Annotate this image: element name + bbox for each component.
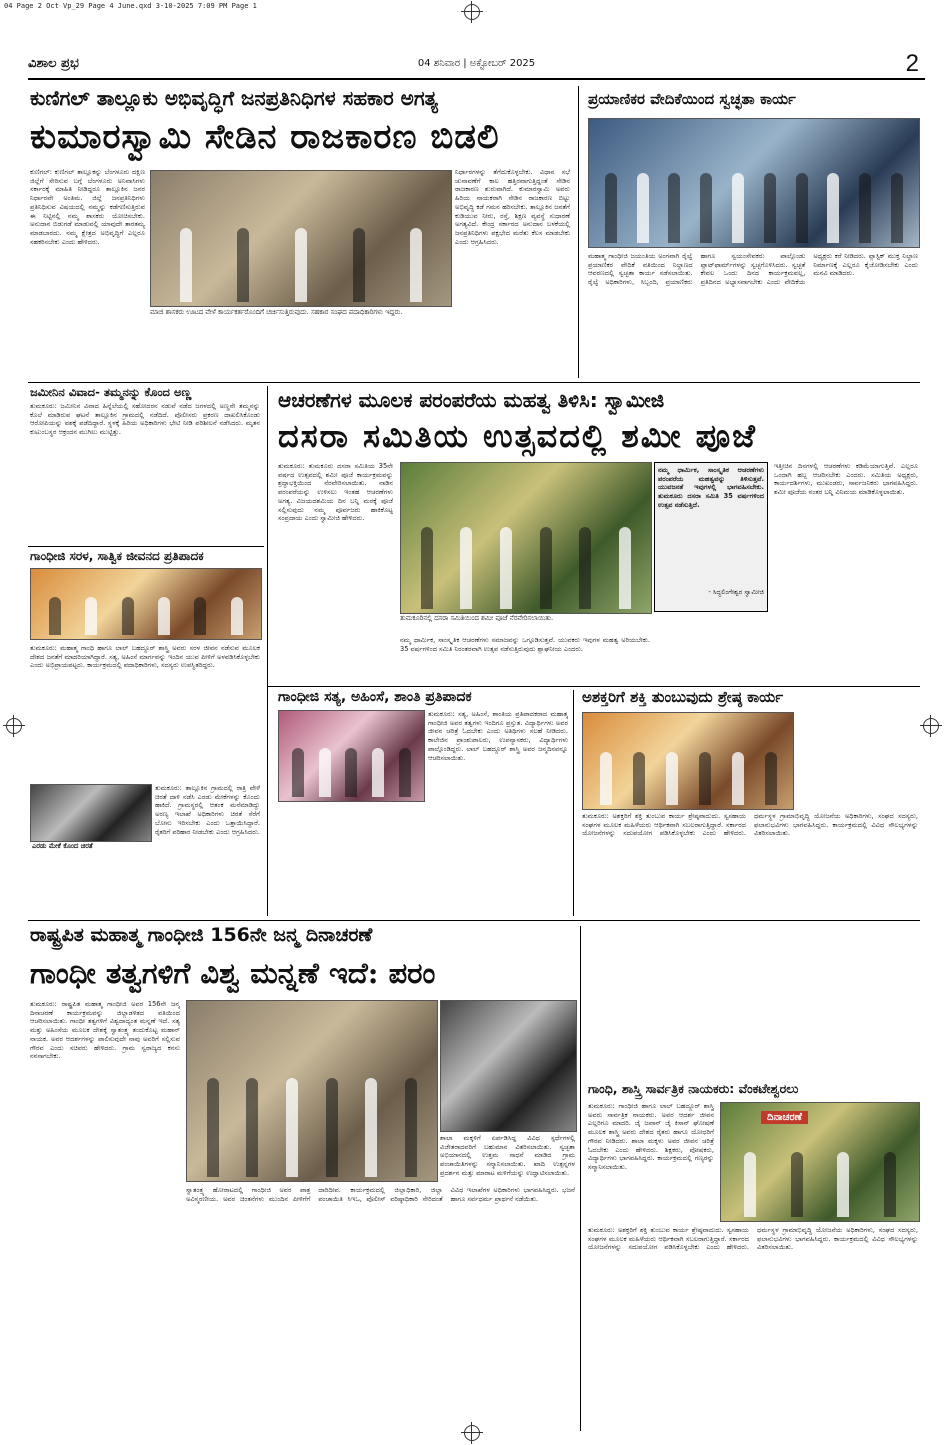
story4-photo	[30, 568, 262, 640]
section-rule	[28, 920, 920, 921]
story6-body-right: ಇತ್ತೀಚಿನ ದಿನಗಳಲ್ಲಿ ಆಚರಣೆಗಳು ಕಡಿಮೆಯಾಗುತ್ತಿವೆ. ಎಲ್ಲರೂ ಒಂದಾಗಿ ಹಬ್ಬ ಆಚರಿಸಬೇಕು ಎಂದರು. ಸಮಿತಿಯ ಅಧ್ಯಕ್ಷರು, ಕಾರ್ಯದರ್ಶಿಗಳು, ಮುಖಂಡರು, ಸಾರ್ವಜನಿಕರು ಭಾಗವಹಿಸಿದ್ದರು. ಶಮೀ ಪೂಜೆಯ ನಂತರ ಬನ್ನಿ ವಿನಿಮಯ ಮಾಡಿಕೊಳ್ಳಲಾಯಿತು.	[774, 462, 918, 497]
story6-body-left: ತುಮಕೂರು: ತುಮಕೂರು ದಸರಾ ಸಮಿತಿಯ 35ನೇ ವರ್ಷದ ಉತ್ಸವದಲ್ಲಿ ಶಮೀ ಪೂಜೆ ಕಾರ್ಯಕ್ರಮವನ್ನು ಶ್ರದ್ಧಾಭಕ್ತಿಯಿಂದ ನೆರವೇರಿಸಲಾಯಿತು. ನಾಡಿನ ಪರಂಪರೆಯನ್ನು ಉಳಿಸಲು ಇಂತಹ ಆಚರಣೆಗಳು ಅಗತ್ಯ. ವಿಜಯದಶಮಿಯ ದಿನ ಬನ್ನಿ ಮರಕ್ಕೆ ಪೂಜೆ ಸಲ್ಲಿಸುವುದು ನಮ್ಮ ಪೂರ್ವಜರು ಹಾಕಿಕೊಟ್ಟ ಸಂಪ್ರದಾಯ ಎಂದು ಸ್ವಾಮೀಜಿ ಹೇಳಿದರು.	[278, 462, 393, 523]
masthead: ವಿಶಾಲ ಪ್ರಭ	[28, 56, 79, 71]
story10-kicker: ಗಾಂಧಿ, ಶಾಸ್ತ್ರಿ ಸಾರ್ವತ್ರಿಕ ನಾಯಕರು: ವೆಂಕಟೇಶ್ವರಲು	[588, 1081, 799, 1096]
story6-quote-attribution: - ಸಿದ್ಧಲಿಂಗೇಶ್ವರ ಸ್ವಾಮೀಜಿ	[708, 588, 764, 596]
story2-photo	[588, 118, 920, 248]
story7-photo	[278, 710, 425, 802]
story1-body-right: ನಿರ್ಧಾರಗಳನ್ನು ತೆಗೆದುಕೊಳ್ಳಬೇಕು. ವಿಧಾನ ಸಭೆ ಚುನಾವಣೆಗೆ ಕಾಲ ಹತ್ತಿರವಾಗುತ್ತಿದ್ದಂತೆ ಸೇಡಿನ ರಾಜಕಾರಣ ಶುರುವಾಗಿದೆ. ಕುಮಾರಸ್ವಾಮಿ ಅವರು ಹಿರಿಯ ನಾಯಕರಾಗಿ ಸೇಡಿನ ರಾಜಕಾರಣ ಬಿಟ್ಟು ಅಭಿವೃದ್ಧಿ ಕಡೆ ಗಮನ ಹರಿಸಬೇಕು. ತಾಲ್ಲೂಕಿನ ಜನತೆಗೆ ಕುಡಿಯುವ ನೀರು, ರಸ್ತೆ, ಶಿಕ್ಷಣ ವ್ಯವಸ್ಥೆ ಸುಧಾರಣೆ ಅಗತ್ಯವಿದೆ. ಕೇಂದ್ರ ಸರ್ಕಾರದ ಅನುದಾನ ಬಳಕೆಯಲ್ಲಿ ಜನಪ್ರತಿನಿಧಿಗಳು ಪಕ್ಷಭೇದ ಮರೆತು ಕೆಲಸ ಮಾಡಬೇಕು ಎಂದು ಆಗ್ರಹಿಸಿದರು.	[455, 168, 570, 246]
story4-body: ತುಮಕೂರು: ಮಹಾತ್ಮ ಗಾಂಧಿ ಹಾಗೂ ಲಾಲ್ ಬಹದ್ದೂರ್ ಶಾಸ್ತ್ರಿ ಅವರು ಸರಳ ಜೀವನ ನಡೆಸುವ ಮೂಲಕ ದೇಶದ ಜನತೆಗೆ ಮಾದರಿಯಾಗಿದ್ದಾರೆ. ಸತ್ಯ, ಅಹಿಂಸೆ ಮಾರ್ಗವನ್ನು ಇಂದಿನ ಯುವ ಪೀಳಿಗೆ ಅಳವಡಿಸಿಕೊಳ್ಳಬೇಕು ಎಂದು ಅಭಿಪ್ರಾಯಪಟ್ಟರು. ಕಾರ್ಯಕ್ರಮದಲ್ಲಿ ಪದಾಧಿಕಾರಿಗಳು, ಸದಸ್ಯರು ಉಪಸ್ಥಿತರಿದ್ದರು.	[30, 644, 260, 670]
story6-quote: ನಮ್ಮ ಧಾರ್ಮಿಕ, ಸಾಂಸ್ಕೃತಿಕ ಆಚರಣೆಗಳು ಪರಂಪರೆಯ ಮಹತ್ವವನ್ನು ತಿಳಿಸುತ್ತವೆ. ಯುವಜನತೆ ಇವುಗಳಲ್ಲಿ ಭಾಗವಹಿಸಬೇಕು. ತುಮಕೂರು ದಸರಾ ಸಮಿತಿ 35 ವರ್ಷಗಳಿಂದ ಉತ್ಸವ ನಡೆಸುತ್ತಿದೆ.	[658, 466, 764, 509]
page-number: 2	[905, 50, 919, 77]
story10-body: ತುಮಕೂರು: ಅಶಕ್ತರಿಗೆ ಶಕ್ತಿ ತುಂಬುವ ಕಾರ್ಯ ಶ್ರೇಷ್ಠವಾದುದು. ಸ್ವಸಹಾಯ ಸಂಘಗಳ ಮೂಲಕ ಮಹಿಳೆಯರು ಆರ್ಥಿಕವಾಗಿ ಸಬಲರಾಗುತ್ತಿದ್ದಾರೆ. ಸರ್ಕಾರದ ಯೋಜನೆಗಳನ್ನು ಸದುಪಯೋಗ ಪಡಿಸಿಕೊಳ್ಳಬೇಕು ಎಂದು ಹೇಳಿದರು. ಧರ್ಮಸ್ಥಳ ಗ್ರಾಮಾಭಿವೃದ್ಧಿ ಯೋಜನೆಯ ಅಧಿಕಾರಿಗಳು, ಸಂಘದ ಸದಸ್ಯರು, ಫಲಾನುಭವಿಗಳು ಭಾಗವಹಿಸಿದ್ದರು. ಕಾರ್ಯಕ್ರಮದಲ್ಲಿ ವಿವಿಧ ಸೌಲಭ್ಯಗಳನ್ನು ವಿತರಿಸಲಾಯಿತು.	[588, 1226, 918, 1252]
story1-kicker: ಕುಣಿಗಲ್ ತಾಲ್ಲೂಕು ಅಭಿವೃದ್ಧಿಗೆ ಜನಪ್ರತಿನಿಧಿಗಳ ಸಹಕಾರ ಅಗತ್ಯ	[30, 86, 439, 110]
story6-photo	[400, 462, 652, 614]
story5-caption: ಎರಡು ಮೇಕೆ ಕೊಂದ ಚಿರತೆ	[32, 842, 93, 850]
story1-caption: ಮಾಜಿ ಶಾಸಕರು ಊಟದ ವೇಳೆ ಕಾರ್ಯಕರ್ತರೊಂದಿಗೆ ಚರ್ಚಿಸುತ್ತಿರುವುದು. ಸಹಕಾರ ಸಂಘದ ಪದಾಧಿಕಾರಿಗಳು ಇದ್ದರು.	[150, 308, 403, 316]
column-divider	[578, 86, 579, 378]
story6-headline: ದಸರಾ ಸಮಿತಿಯ ಉತ್ಸವದಲ್ಲಿ ಶಮೀ ಪೂಜೆ	[278, 417, 757, 455]
registration-mark-icon	[6, 718, 22, 734]
story9-body-mid: ಸ್ವಾತಂತ್ರ್ಯ ಹೋರಾಟದಲ್ಲಿ ಗಾಂಧೀಜಿ ಅವರ ಪಾತ್ರ ಅವಿಸ್ಮರಣೀಯ. ಅವರ ಚಿಂತನೆಗಳು ಮುಂದಿನ ಪೀಳಿಗೆಗೆ ದಾರಿದೀಪ. ಕಾರ್ಯಕ್ರಮದಲ್ಲಿ ಜಿಲ್ಲಾಧಿಕಾರಿ, ಜಿಲ್ಲಾ ಪಂಚಾಯಿತಿ ಸಿಇಒ, ಪೊಲೀಸ್ ವರಿಷ್ಠಾಧಿಕಾರಿ ಸೇರಿದಂತೆ ವಿವಿಧ ಇಲಾಖೆಗಳ ಅಧಿಕಾರಿಗಳು ಭಾಗವಹಿಸಿದ್ದರು. ಭಜನೆ ಹಾಗೂ ಸರ್ವಧರ್ಮ ಪ್ರಾರ್ಥನೆ ನಡೆಯಿತು.	[186, 1186, 575, 1203]
section-rule	[268, 686, 920, 687]
story8-body: ತುಮಕೂರು: ಅಶಕ್ತರಿಗೆ ಶಕ್ತಿ ತುಂಬುವ ಕಾರ್ಯ ಶ್ರೇಷ್ಠವಾದುದು. ಸ್ವಸಹಾಯ ಸಂಘಗಳ ಮೂಲಕ ಮಹಿಳೆಯರು ಆರ್ಥಿಕವಾಗಿ ಸಬಲರಾಗುತ್ತಿದ್ದಾರೆ. ಸರ್ಕಾರದ ಯೋಜನೆಗಳನ್ನು ಸದುಪಯೋಗ ಪಡಿಸಿಕೊಳ್ಳಬೇಕು ಎಂದು ಹೇಳಿದರು. ಧರ್ಮಸ್ಥಳ ಗ್ರಾಮಾಭಿವೃದ್ಧಿ ಯೋಜನೆಯ ಅಧಿಕಾರಿಗಳು, ಸಂಘದ ಸದಸ್ಯರು, ಫಲಾನುಭವಿಗಳು ಭಾಗವಹಿಸಿದ್ದರು. ಕಾರ್ಯಕ್ರಮದಲ್ಲಿ ವಿವಿಧ ಸೌಲಭ್ಯಗಳನ್ನು ವಿತರಿಸಲಾಯಿತು.	[582, 812, 918, 838]
story3-body: ತುಮಕೂರು: ಜಮೀನಿನ ವಿವಾದ ಹಿನ್ನೆಲೆಯಲ್ಲಿ ಸಹೋದರನ ನಡುವೆ ನಡೆದ ಜಗಳದಲ್ಲಿ ಅಣ್ಣನೇ ತಮ್ಮನನ್ನು ಕೊಲೆ ಮಾಡಿರುವ ಘಟನೆ ತಾಲ್ಲೂಕಿನ ಗ್ರಾಮದಲ್ಲಿ ನಡೆದಿದೆ. ಪೊಲೀಸರು ಪ್ರಕರಣ ದಾಖಲಿಸಿಕೊಂಡು ಆರೋಪಿಯನ್ನು ವಶಕ್ಕೆ ಪಡೆದಿದ್ದಾರೆ. ಸ್ಥಳಕ್ಕೆ ಹಿರಿಯ ಅಧಿಕಾರಿಗಳು ಭೇಟಿ ನೀಡಿ ಪರಿಶೀಲನೆ ನಡೆಸಿದರು. ಮೃತನ ಕುಟುಂಬಸ್ಥರ ಆಕ್ರಂದನ ಮುಗಿಲು ಮುಟ್ಟಿತ್ತು.	[30, 402, 260, 437]
story3-kicker: ಜಮೀನಿನ ವಿವಾದ- ತಮ್ಮನನ್ನು ಕೊಂದ ಅಣ್ಣ	[30, 385, 192, 399]
story7-kicker: ಗಾಂಧೀಜಿ ಸತ್ಯ, ಅಹಿಂಸೆ, ಶಾಂತಿ ಪ್ರತಿಪಾದಕ	[278, 689, 472, 705]
section-rule	[28, 546, 264, 547]
story6-caption: ತುಮಕೂರಿನಲ್ಲಿ ದಸರಾ ಸಮಿತಿಯಿಂದ ಶಮೀ ಪೂಜೆ ನೆರವೇರಿಸಲಾಯಿತು.	[400, 614, 554, 622]
story9-photo	[186, 1000, 438, 1182]
story8-photo	[582, 712, 794, 810]
story2-body: ಮಹಾತ್ಮ ಗಾಂಧೀಜಿ ಜಯಂತಿಯ ಅಂಗವಾಗಿ ರೈಲ್ವೆ ಪ್ರಯಾಣಿಕರ ವೇದಿಕೆ ವತಿಯಿಂದ ನಿಲ್ದಾಣದ ಆವರಣದಲ್ಲಿ ಸ್ವಚ್ಛತಾ ಕಾರ್ಯ ನಡೆಸಲಾಯಿತು. ರೈಲ್ವೆ ಅಧಿಕಾರಿಗಳು, ಸಿಬ್ಬಂದಿ, ಪ್ರಯಾಣಿಕರು ಹಾಗೂ ಸ್ವಯಂಸೇವಕರು ಪಾಲ್ಗೊಂಡು ಪ್ಲಾಟ್‌ಫಾರ್ಮ್‌ಗಳನ್ನು ಸ್ವಚ್ಛಗೊಳಿಸಿದರು. ಸ್ವಚ್ಛತೆ ಕೇವಲ ಒಂದು ದಿನದ ಕಾರ್ಯಕ್ರಮವಲ್ಲ, ಪ್ರತಿದಿನದ ಅಭ್ಯಾಸವಾಗಬೇಕು ಎಂದು ವೇದಿಕೆಯ ಅಧ್ಯಕ್ಷರು ಕರೆ ನೀಡಿದರು. ಪ್ಲಾಸ್ಟಿಕ್ ಮುಕ್ತ ನಿಲ್ದಾಣ ನಿರ್ಮಾಣಕ್ಕೆ ಎಲ್ಲರೂ ಕೈಜೋಡಿಸಬೇಕು ಎಂದು ಮನವಿ ಮಾಡಿದರು.	[588, 252, 918, 287]
dateline: 04 ಶನಿವಾರ | ಅಕ್ಟೋಬರ್ 2025	[417, 58, 536, 69]
story6-quote-box	[654, 462, 768, 612]
page-header	[28, 50, 925, 80]
story1-photo	[150, 170, 452, 307]
story9-body-left: ತುಮಕೂರು: ರಾಷ್ಟ್ರಪಿತ ಮಹಾತ್ಮ ಗಾಂಧೀಜಿ ಅವರ 156ನೇ ಜನ್ಮ ದಿನಾಚರಣೆ ಕಾರ್ಯಕ್ರಮವನ್ನು ಜಿಲ್ಲಾಡಳಿತದ ವತಿಯಿಂದ ಆಚರಿಸಲಾಯಿತು. ಗಾಂಧೀ ತತ್ವಗಳಿಗೆ ವಿಶ್ವದಾದ್ಯಂತ ಮನ್ನಣೆ ಇದೆ. ಸತ್ಯ ಮತ್ತು ಅಹಿಂಸೆಯ ಮೂಲಕ ದೇಶಕ್ಕೆ ಸ್ವಾತಂತ್ರ್ಯ ತಂದುಕೊಟ್ಟ ಮಹಾನ್ ನಾಯಕ. ಅವರ ಆದರ್ಶಗಳನ್ನು ಪಾಲಿಸುವುದೇ ನಾವು ಅವರಿಗೆ ಸಲ್ಲಿಸುವ ಗೌರವ ಎಂದು ಸಚಿವರು ಹೇಳಿದರು. ಗ್ರಾಮ ಸ್ವರಾಜ್ಯದ ಕನಸು ನನಸಾಗಬೇಕು.	[30, 1000, 180, 1061]
story6-body-mid: ನಮ್ಮ ಧಾರ್ಮಿಕ, ಸಾಂಸ್ಕೃತಿಕ ಆಚರಣೆಗಳು ಸಮಾಜವನ್ನು ಒಗ್ಗೂಡಿಸುತ್ತವೆ. ಯುವಕರು ಇವುಗಳ ಮಹತ್ವ ಅರಿಯಬೇಕು. 35 ವರ್ಷಗಳಿಂದ ಸಮಿತಿ ನಿರಂತರವಾಗಿ ಉತ್ಸವ ನಡೆಸುತ್ತಿರುವುದು ಶ್ಲಾಘನೀಯ ಎಂದರು.	[400, 636, 650, 653]
story9-kicker: ರಾಷ್ಟ್ರಪಿತ ಮಹಾತ್ಮ ಗಾಂಧೀಜಿ 156ನೇ ಜನ್ಮ ದಿನಾಚರಣೆ	[30, 924, 373, 946]
column-divider	[573, 690, 574, 916]
story9-body-right: ಶಾಲಾ ಮಕ್ಕಳಿಗೆ ಏರ್ಪಡಿಸಿದ್ದ ವಿವಿಧ ಸ್ಪರ್ಧೆಗಳಲ್ಲಿ ವಿಜೇತರಾದವರಿಗೆ ಬಹುಮಾನ ವಿತರಿಸಲಾಯಿತು. ಸ್ವಚ್ಛತಾ ಅಭಿಯಾನದಲ್ಲಿ ಉತ್ತಮ ಸಾಧನೆ ಮಾಡಿದ ಗ್ರಾಮ ಪಂಚಾಯಿತಿಗಳನ್ನು ಸನ್ಮಾನಿಸಲಾಯಿತು. ಖಾದಿ ಉತ್ಪನ್ನಗಳ ಪ್ರದರ್ಶನ ಮತ್ತು ಮಾರಾಟ ಮಳಿಗೆಯನ್ನು ಉದ್ಘಾಟಿಸಲಾಯಿತು.	[440, 1134, 575, 1177]
story4-kicker: ಗಾಂಧೀಜಿ ಸರಳ, ಸಾತ್ವಿಕ ಜೀವನದ ಪ್ರತಿಪಾದಕ	[30, 549, 204, 563]
story2-kicker: ಪ್ರಯಾಣಿಕರ ವೇದಿಕೆಯಿಂದ ಸ್ವಚ್ಛತಾ ಕಾರ್ಯ	[588, 90, 796, 108]
story7-body: ತುಮಕೂರು: ಸತ್ಯ, ಅಹಿಂಸೆ, ಶಾಂತಿಯ ಪ್ರತಿಪಾದಕರಾದ ಮಹಾತ್ಮ ಗಾಂಧೀಜಿ ಅವರ ತತ್ವಗಳು ಇಂದಿಗೂ ಪ್ರಸ್ತುತ. ವಿದ್ಯಾರ್ಥಿಗಳು ಅವರ ಜೀವನ ಚರಿತ್ರೆ ಓದಬೇಕು ಎಂದು ಅತಿಥಿಗಳು ಸಲಹೆ ನೀಡಿದರು. ಕಾಲೇಜಿನ ಪ್ರಾಂಶುಪಾಲರು, ಉಪನ್ಯಾಸಕರು, ವಿದ್ಯಾರ್ಥಿಗಳು ಪಾಲ್ಗೊಂಡಿದ್ದರು. ಲಾಲ್ ಬಹದ್ದೂರ್ ಶಾಸ್ತ್ರಿ ಅವರ ಜನ್ಮದಿನವನ್ನೂ ಆಚರಿಸಲಾಯಿತು.	[428, 710, 568, 762]
story1-body-left: ಕುಣಿಗಲ್: ಕುಣಿಗಲ್ ತಾಲ್ಲೂಕನ್ನು ಬೆಂಗಳೂರು ದಕ್ಷಿಣ ಜಿಲ್ಲೆಗೆ ಸೇರಿಸುವ ಬಗ್ಗೆ ಬೆಂಗಳೂರು ಅನಿವಾಸಿಗಳು ಸರ್ಕಾರಕ್ಕೆ ಮಾಹಿತಿ ನೀಡಿದ್ದರೂ ತಾಲ್ಲೂಕಿನ ಜನರ ನಿರ್ಧಾರವೇ ಅಂತಿಮ. ಜಿಲ್ಲೆ ಜನಪ್ರತಿನಿಧಿಗಳು ಪ್ರತಿನಿಧಿಸುವ ವಿಷಯದಲ್ಲಿ ನಮ್ಮನ್ನು ಕಡೆಗಣಿಸುತ್ತಿರುವ ಈ ನಿಟ್ಟಿನಲ್ಲಿ ನಮ್ಮ ಶಾಸಕರು ಯೋಚಿಸಬೇಕು. ಅನುದಾನ ಬಿಡುಗಡೆ ಮಾಡುವಲ್ಲಿ ಯಾವುದೇ ತಾರತಮ್ಯ ಮಾಡಬಾರದು. ನಮ್ಮ ಕ್ಷೇತ್ರದ ಅಭಿವೃದ್ಧಿಗೆ ಎಲ್ಲರೂ ಸಹಕರಿಸಬೇಕು ಎಂದು ಹೇಳಿದರು.	[30, 168, 145, 246]
registration-mark-icon	[923, 718, 939, 734]
story10-photo	[720, 1102, 920, 1222]
column-divider	[267, 386, 268, 916]
story10-body-top: ತುಮಕೂರು: ಗಾಂಧೀಜಿ ಹಾಗೂ ಲಾಲ್ ಬಹದ್ದೂರ್ ಶಾಸ್ತ್ರಿ ಅವರು ಸಾರ್ವತ್ರಿಕ ನಾಯಕರು. ಅವರ ಆದರ್ಶ ಜೀವನ ಎಲ್ಲರಿಗೂ ಮಾದರಿ. ಜೈ ಜವಾನ್ ಜೈ ಕಿಸಾನ್ ಘೋಷಣೆ ಮೂಲಕ ಶಾಸ್ತ್ರಿ ಅವರು ದೇಶದ ರೈತರು ಹಾಗೂ ಯೋಧರಿಗೆ ಗೌರವ ನೀಡಿದರು. ಶಾಲಾ ಮಕ್ಕಳು ಅವರ ಜೀವನ ಚರಿತ್ರೆ ಓದಬೇಕು ಎಂದು ಹೇಳಿದರು. ಶಿಕ್ಷಕರು, ಪೋಷಕರು, ವಿದ್ಯಾರ್ಥಿಗಳು ಭಾಗವಹಿಸಿದ್ದರು. ಕಾರ್ಯಕ್ರಮದಲ್ಲಿ ಗಣ್ಯರನ್ನು ಸನ್ಮಾನಿಸಲಾಯಿತು.	[588, 1102, 714, 1171]
story9-headline: ಗಾಂಧೀ ತತ್ವಗಳಿಗೆ ವಿಶ್ವ ಮನ್ನಣೆ ಇದೆ: ಪರಂ	[30, 956, 436, 990]
section-rule	[28, 382, 920, 383]
column-divider	[580, 926, 581, 1431]
story10-banner: ದಿನಾಚರಣೆ	[761, 1111, 808, 1124]
story8-kicker: ಅಶಕ್ತರಿಗೆ ಶಕ್ತಿ ತುಂಬುವುದು ಶ್ರೇಷ್ಠ ಕಾರ್ಯ	[582, 688, 783, 706]
registration-mark-icon	[464, 4, 480, 20]
story1-headline: ಕುಮಾರಸ್ವಾಮಿ ಸೇಡಿನ ರಾಜಕಾರಣ ಬಿಡಲಿ	[30, 117, 500, 157]
story9-portrait-photo	[440, 1000, 577, 1132]
story5-body: ತುಮಕೂರು: ತಾಲ್ಲೂಕಿನ ಗ್ರಾಮದಲ್ಲಿ ರಾತ್ರಿ ವೇಳೆ ಚಿರತೆ ದಾಳಿ ನಡೆಸಿ ಎರಡು ಮೇಕೆಗಳನ್ನು ಕೊಂದು ಹಾಕಿದೆ. ಗ್ರಾಮಸ್ಥರಲ್ಲಿ ಆತಂಕ ಮನೆಮಾಡಿದ್ದು ಅರಣ್ಯ ಇಲಾಖೆ ಅಧಿಕಾರಿಗಳು ಚಿರತೆ ಸೆರೆಗೆ ಬೋನು ಇರಿಸಬೇಕು ಎಂದು ಒತ್ತಾಯಿಸಿದ್ದಾರೆ. ರೈತರಿಗೆ ಪರಿಹಾರ ನೀಡಬೇಕು ಎಂದು ಆಗ್ರಹಿಸಿದರು.	[155, 784, 260, 836]
story5-photo	[30, 784, 152, 842]
print-slug: 04 Page 2 Oct Vp_29 Page 4 June.qxd 3-10-2025 7:09 PM Page 1	[4, 2, 257, 10]
story6-kicker: ಆಚರಣೆಗಳ ಮೂಲಕ ಪರಂಪರೆಯ ಮಹತ್ವ ತಿಳಿಸಿ: ಸ್ವಾಮೀಜಿ	[278, 388, 665, 412]
